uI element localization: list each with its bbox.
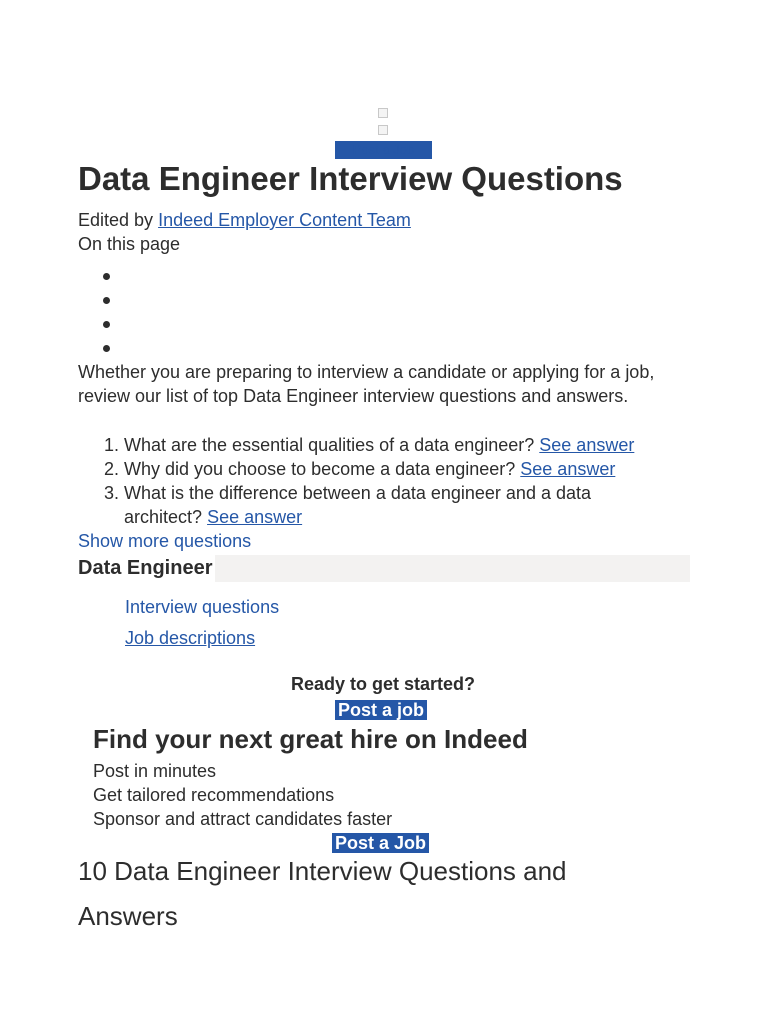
hero-post-job-button[interactable]: Post a Job <box>335 141 432 159</box>
cta-feature: Post in minutes <box>93 761 217 781</box>
see-answer-link[interactable]: See answer <box>520 459 616 479</box>
broken-image-icon <box>378 108 388 118</box>
question-item <box>78 433 688 457</box>
ready-heading: Ready to get started? <box>290 674 476 694</box>
show-more-questions-link[interactable]: Show more questions <box>78 531 252 551</box>
on-this-page-label: On this page <box>78 234 181 254</box>
question-item <box>78 457 688 481</box>
byline-prefix: Edited by <box>78 210 154 230</box>
question-list <box>78 433 688 529</box>
author-link[interactable]: Indeed Employer Content Team <box>158 210 411 230</box>
toc-bullet <box>103 345 110 352</box>
broken-image-icon <box>378 125 388 135</box>
question-text: What is the difference between a data engineer and a data architect? <box>124 483 591 527</box>
intro-paragraph: Whether you are preparing to interview a candidate or applying for a job, review our list of top Data Engineer interview questions and answers. <box>78 362 655 406</box>
byline <box>78 208 411 232</box>
cta-feature: Sponsor and attract candidates faster <box>93 809 393 829</box>
page-title: Data Engineer Interview Questions <box>78 160 623 197</box>
qa-section-title: 10 Data Engineer Interview Questions and Answers <box>78 856 567 931</box>
question-number: 3. <box>104 483 120 503</box>
question-text: What are the essential qualities of a data engineer? <box>124 435 535 455</box>
question-number: 2. <box>104 459 120 479</box>
question-item <box>78 481 644 529</box>
cta-headline: Find your next great hire on Indeed <box>93 724 528 754</box>
post-job-button-secondary[interactable]: Post a Job <box>332 833 429 853</box>
role-section-title: Data Engineer <box>78 555 215 582</box>
question-number: 1. <box>104 435 120 455</box>
cta-feature: Get tailored recommendations <box>93 785 335 805</box>
question-text: Why did you choose to become a data engineer? <box>124 459 516 479</box>
see-answer-link[interactable]: See answer <box>207 507 303 527</box>
toc-bullet <box>103 321 110 328</box>
role-section-header <box>78 555 690 582</box>
post-job-button[interactable]: Post a job <box>335 700 427 720</box>
see-answer-link[interactable]: See answer <box>539 435 635 455</box>
interview-questions-link[interactable]: Interview questions <box>125 597 280 617</box>
cta-feature-list <box>93 759 392 831</box>
toc-bullet <box>103 297 110 304</box>
toc-bullet <box>103 273 110 280</box>
job-descriptions-link[interactable]: Job descriptions <box>125 628 256 648</box>
